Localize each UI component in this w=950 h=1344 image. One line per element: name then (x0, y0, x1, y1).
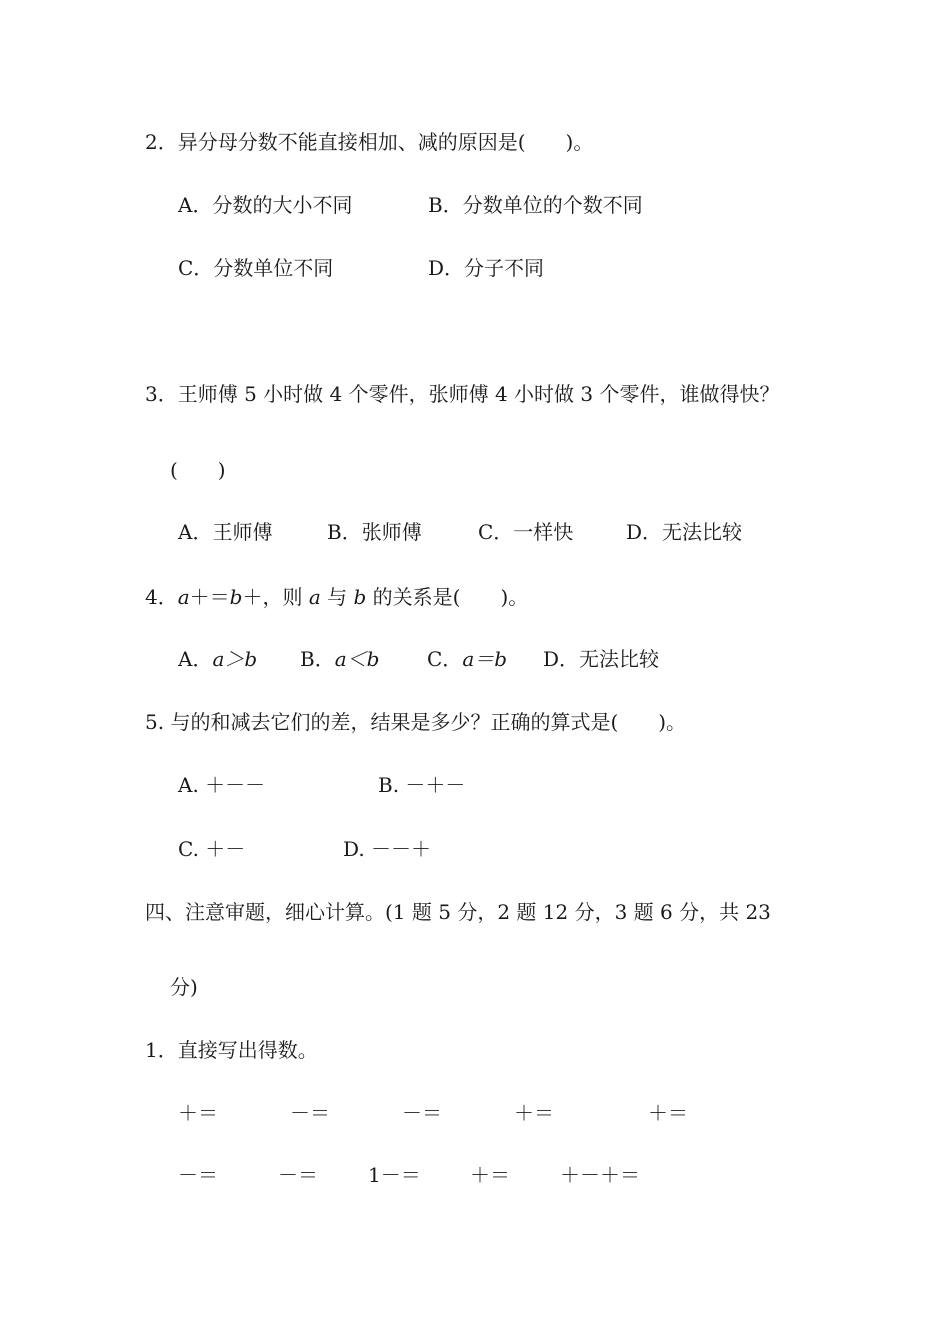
question-5-option-a[interactable]: A. ＋－－ (178, 773, 266, 797)
calc-item: ＋＝ (648, 1101, 688, 1125)
question-2-stem: 2．异分母分数不能直接相加、减的原因是( )。 (145, 130, 594, 154)
section-4-question-1-stem: 1．直接写出得数。 (145, 1038, 318, 1062)
question-4-plus-then: ＋，则 (242, 585, 309, 609)
option-label: D． (543, 647, 580, 671)
question-5-option-b[interactable]: B. －＋－ (378, 773, 466, 797)
question-2-option-b[interactable]: B．分数单位的个数不同 (428, 193, 643, 217)
question-5-stem: 5. 与的和减去它们的差，结果是多少？正确的算式是( )。 (145, 710, 687, 734)
question-4-tail: 的关系是( )。 (366, 585, 529, 609)
question-4-option-a[interactable] (178, 647, 257, 671)
question-4-and: 与 (320, 585, 354, 609)
option-label: B． (300, 647, 335, 671)
question-3-stem: 3．王师傅 5 小时做 4 个零件，张师傅 4 小时做 3 个零件，谁做得快？ (145, 382, 780, 406)
calc-item: －＝ (290, 1101, 330, 1125)
calc-item: －＝ (278, 1163, 318, 1187)
calc-item: －＝ (402, 1101, 442, 1125)
question-3-option-d[interactable]: D．无法比较 (626, 520, 743, 544)
option-label: A． (178, 647, 213, 671)
option-expr: a＝b (462, 647, 508, 671)
question-4-option-d[interactable] (543, 647, 659, 671)
question-3-option-c[interactable]: C．一样快 (478, 520, 574, 544)
variable-a-2: a (308, 585, 321, 609)
question-4-option-b[interactable] (300, 647, 379, 671)
question-5-option-d[interactable]: D. －－＋ (343, 837, 432, 861)
question-4-number: 4． (145, 585, 178, 609)
question-4-option-c[interactable] (427, 647, 507, 671)
question-3-option-a[interactable]: A．王师傅 (178, 520, 273, 544)
question-3-answer-blank[interactable]: ( ) (170, 458, 226, 482)
question-2-option-c[interactable]: C．分数单位不同 (178, 256, 334, 280)
section-4-title-cont: 分) (170, 975, 198, 999)
option-label: C． (427, 647, 463, 671)
option-expr: a＞b (212, 647, 258, 671)
calc-item: ＋－＋＝ (560, 1163, 640, 1187)
calc-item: －＝ (178, 1163, 218, 1187)
question-5-option-c[interactable]: C. ＋－ (178, 837, 246, 861)
section-4-title: 四、注意审题，细心计算。(1 题 5 分，2 题 12 分，3 题 6 分，共 23 (145, 900, 771, 924)
question-4-stem (145, 585, 528, 609)
calc-item: ＋＝ (178, 1101, 218, 1125)
variable-b-2: b (353, 585, 367, 609)
calc-item: ＋＝ (470, 1163, 510, 1187)
question-4-plus-eq: ＋＝ (189, 585, 230, 609)
question-2-option-d[interactable]: D．分子不同 (428, 256, 545, 280)
calc-item: 1－＝ (368, 1163, 421, 1187)
option-expr: a＜b (334, 647, 380, 671)
option-expr: 无法比较 (579, 647, 660, 671)
question-3-option-b[interactable]: B．张师傅 (327, 520, 422, 544)
calc-item: ＋＝ (514, 1101, 554, 1125)
variable-b: b (229, 585, 243, 609)
question-2-option-a[interactable]: A．分数的大小不同 (178, 193, 353, 217)
variable-a: a (177, 585, 190, 609)
